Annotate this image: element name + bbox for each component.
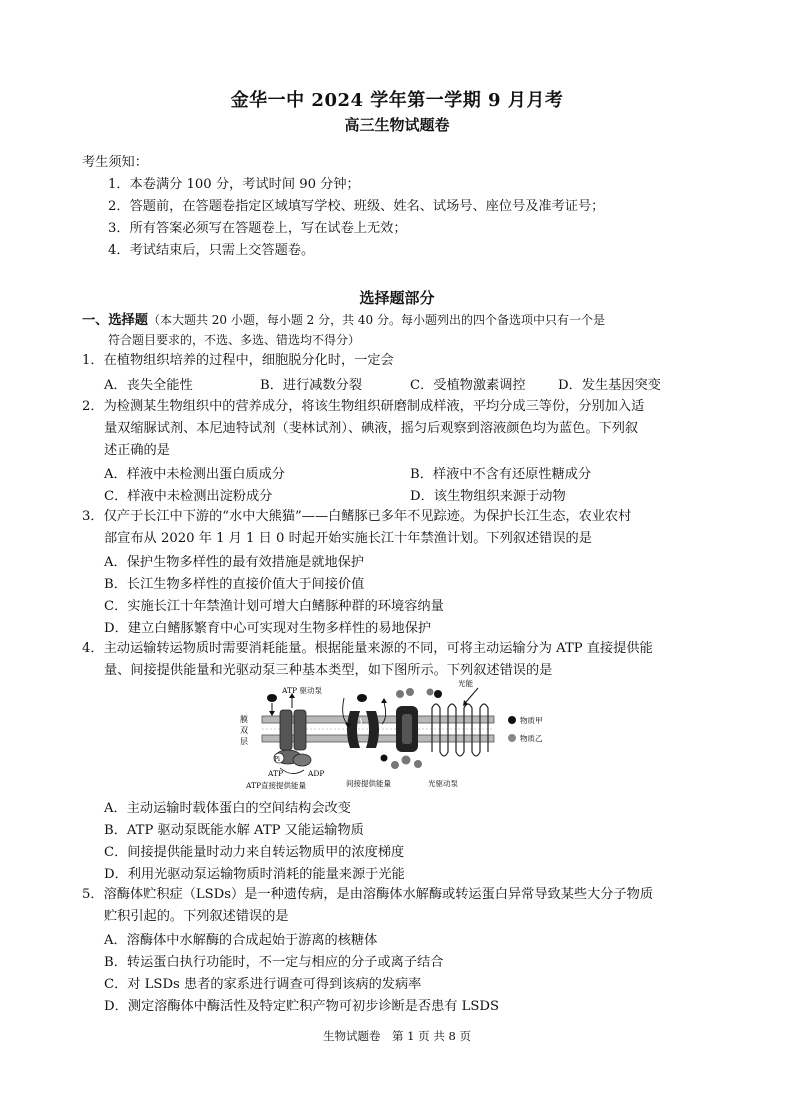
part-label: 一、选择题 bbox=[82, 313, 148, 328]
q5-option-b: B．转运蛋白执行功能时，不一定与相应的分子或离子结合 bbox=[104, 955, 444, 970]
active-transport-figure bbox=[232, 678, 562, 794]
page-footer: 生物试题卷 第 1 页 共 8 页 bbox=[323, 1029, 471, 1043]
exam-subtitle: 高三生物试题卷 bbox=[344, 116, 450, 134]
q5-option-c: C．对 LSDs 患者的家系进行调查可得到该病的发病率 bbox=[104, 977, 422, 992]
part-rule-line1: （本大题共 20 小题，每小题 2 分，共 40 分。每小题列出的四个备选项中只有一个是 bbox=[147, 313, 606, 327]
q5-option-d: D．测定溶酶体中酶活性及特定贮积产物可初步诊断是否患有 LSDS bbox=[104, 999, 500, 1014]
notice-item: 3．所有答案必须写在答题卷上，写在试卷上无效； bbox=[108, 221, 407, 236]
q3-stem-line1: 3．仅产于长江中下游的“水中大熊猫”——白鳍豚已多年不见踪迹。为保护长江生态，农业农村 bbox=[82, 509, 632, 524]
q4-stem-line1: 4．主动运输转运物质时需要消耗能量。根据能量来源的不同，可将主动运输分为 ATP 直接提供能 bbox=[82, 641, 653, 656]
adp-label: ADP bbox=[308, 769, 325, 778]
legend-substance-b-icon bbox=[508, 734, 516, 742]
light-pump-label: 光驱动泵 bbox=[428, 779, 458, 788]
pi-label: Pi bbox=[274, 756, 280, 763]
notice-label: 考生须知： bbox=[82, 155, 148, 170]
q2-option-a: A．样液中未检测出蛋白质成分 bbox=[104, 467, 285, 482]
q4-option-b: B．ATP 驱动泵既能水解 ATP 又能运输物质 bbox=[104, 823, 364, 838]
q2-stem-line2: 量双缩脲试剂、本尼迪特试剂（斐林试剂）、碘液，摇匀后观察到溶液颜色均为蓝色。下列叙 bbox=[104, 421, 639, 436]
notice-item: 4．考试结束后，只需上交答题卷。 bbox=[108, 243, 315, 258]
legend-substance-a: 物质甲 bbox=[520, 716, 543, 725]
q3-option-a: A．保护生物多样性的最有效措施是就地保护 bbox=[104, 555, 365, 570]
q5-stem-line1: 5．溶酶体贮积症（LSDs）是一种遗传病，是由溶酶体水解酶或转运蛋白异常导致某些大分子物质 bbox=[82, 887, 654, 902]
q4-option-a: A．主动运输时载体蛋白的空间结构会改变 bbox=[104, 801, 351, 816]
q2-option-c: C．样液中未检测出淀粉成分 bbox=[104, 489, 273, 504]
notice-item: 1．本卷满分 100 分，考试时间 90 分钟； bbox=[108, 177, 360, 192]
light-arrow-icon bbox=[466, 688, 478, 702]
membrane-label: 膜 bbox=[240, 715, 248, 724]
q2-stem-line3: 述正确的是 bbox=[104, 443, 170, 458]
q3-stem-line2: 部宣布从 2020 年 1 月 1 日 0 时起开始实施长江十年禁渔计划。下列叙述错误的是 bbox=[104, 531, 592, 546]
q3-option-c: C．实施长江十年禁渔计划可增大白鳍豚种群的环境容纳量 bbox=[104, 599, 444, 614]
section-title: 选择题部分 bbox=[359, 289, 435, 307]
part-rule-line2: 符合题目要求的，不选、多选、错选均不得分） bbox=[108, 333, 361, 347]
exam-title: 金华一中 2024 学年第一学期 9 月月考 bbox=[230, 90, 564, 111]
indirect-energy-label: 间接提供能量 bbox=[346, 779, 391, 788]
q4-option-d: D．利用光驱动泵运输物质时消耗的能量来源于光能 bbox=[104, 867, 405, 882]
q2-stem-line1: 2．为检测某生物组织中的营养成分，将该生物组织研磨制成样液，平均分成三等份，分别加入适 bbox=[82, 399, 645, 414]
q2-option-d: D．该生物组织来源于动物 bbox=[410, 489, 566, 504]
q1-option-d: D．发生基因突变 bbox=[558, 378, 661, 393]
legend-substance-a-icon bbox=[508, 716, 516, 724]
q1-option-c: C．受植物激素调控 bbox=[410, 378, 526, 393]
atp-direct-label: ATP直接提供能量 bbox=[246, 781, 307, 790]
legend-substance-b: 物质乙 bbox=[520, 734, 543, 743]
q5-stem-line2: 贮积引起的。下列叙述错误的是 bbox=[104, 909, 289, 924]
q3-option-b: B．长江生物多样性的直接价值大于间接价值 bbox=[104, 577, 365, 592]
q2-option-b: B．样液中不含有还原性糖成分 bbox=[410, 467, 592, 482]
atp-pump-label: ATP 驱动泵 bbox=[282, 686, 322, 695]
q3-option-d: D．建立白鳍豚繁育中心可实现对生物多样性的易地保护 bbox=[104, 621, 432, 636]
q1-option-b: B．进行减数分裂 bbox=[260, 378, 363, 393]
q1-option-a: A．丧失全能性 bbox=[104, 378, 193, 393]
bilayer-label-1: 双 bbox=[240, 726, 248, 735]
light-energy-label: 光能 bbox=[458, 679, 473, 688]
carrier-protein-icon bbox=[381, 688, 423, 769]
q4-option-c: C．间接提供能量时动力来自转运物质甲的浓度梯度 bbox=[104, 845, 405, 860]
atp-label: ATP bbox=[268, 769, 284, 778]
q4-stem-line2: 量、间接提供能量和光驱动泵三种基本类型，如下图所示。下列叙述错误的是 bbox=[104, 663, 553, 678]
q1-stem: 1．在植物组织培养的过程中，细胞脱分化时，一定会 bbox=[82, 353, 394, 368]
part-intro bbox=[82, 310, 605, 331]
notice-item: 2．答题前，在答题卷指定区域填写学校、班级、姓名、试场号、座位号及准考证号； bbox=[108, 199, 605, 214]
bilayer-label-2: 层 bbox=[240, 737, 248, 746]
q5-option-a: A．溶酶体中水解酶的合成起始于游离的核糖体 bbox=[104, 933, 378, 948]
